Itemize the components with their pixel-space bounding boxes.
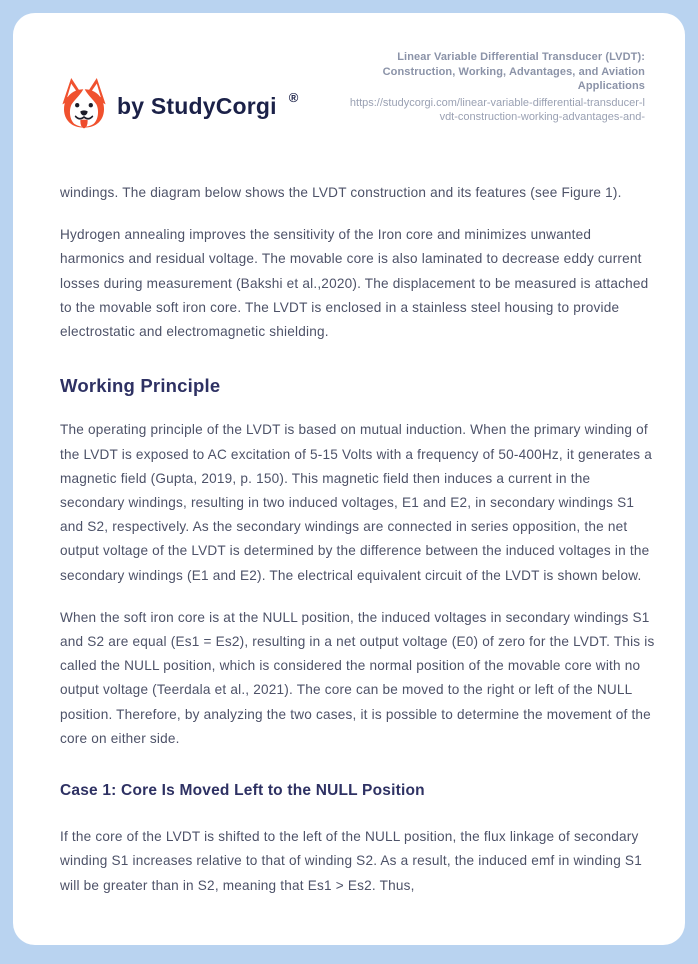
heading-case-1: Case 1: Core Is Moved Left to the NULL Position [60,782,425,800]
document-title: Linear Variable Differential Transducer (LVDT): Construction, Working, Advantages, and Aviation Applications [382,51,645,92]
document-meta [345,50,645,125]
paragraph: If the core of the LVDT is shifted to the left of the NULL position, the flux linkage of secondary winding S1 increases relative to that of winding S2. As a result, the induced emf in winding S1 will be greater than in S2, meaning that Es1 > Es2. Thus, [60,829,642,893]
studycorgi-logo [60,77,298,135]
document-card [13,13,685,945]
paragraph: The operating principle of the LVDT is based on mutual induction. When the primary winding of the LVDT is exposed to AC excitation of 5-15 Volts with a frequency of 50-400Hz, it generates a magnetic field (Gupta, 2019, p. 150). This magnetic field then induces a current in the secondary windings, resulting in two induced voltages, E1 and E2, in secondary windings S1 and S2, respectively. As the secondary windings are connected in series opposition, the net output voltage of the LVDT is determined by the difference between the induced voltages in the secondary windings (E1 and E2). The electrical equivalent circuit of the LVDT is shown below. [60,422,653,583]
document-header [60,50,645,135]
registered-trademark-symbol: ® [288,89,299,105]
paragraph: Hydrogen annealing improves the sensitivity of the Iron core and minimizes unwanted harmonics and residual voltage. The movable core is also laminated to decrease eddy current losses during measurement (Bakshi et al.,2020). The displacement to be measured is attached to the movable soft iron core. The LVDT is enclosed in a stainless steel housing to provide electrostatic and electromagnetic shielding. [60,227,649,340]
brand-text: by StudyCorgi [117,92,277,119]
document-content [13,13,685,898]
document-url-link[interactable]: https://studycorgi.com/linear-variable-differential-transducer-lvdt-construction-working-advantages-and- [349,96,645,123]
heading-working-principle: Working Principle [60,375,221,397]
paragraph: windings. The diagram below shows the LVDT construction and its features (see Figure 1). [60,185,622,200]
paragraph: When the soft iron core is at the NULL position, the induced voltages in secondary windings S1 and S2 are equal (Es1 = Es2), resulting in a net output voltage (E0) of zero for the LVDT. This is called the NULL position, which is considered the normal position of the movable core with no output voltage (Teerdala et al., 2021). The core can be moved to the right or left of the NULL position. Therefore, by analyzing the two cases, it is possible to determine the movement of the core on either side. [60,609,655,746]
article-body [60,181,657,898]
corgi-icon [60,77,108,135]
